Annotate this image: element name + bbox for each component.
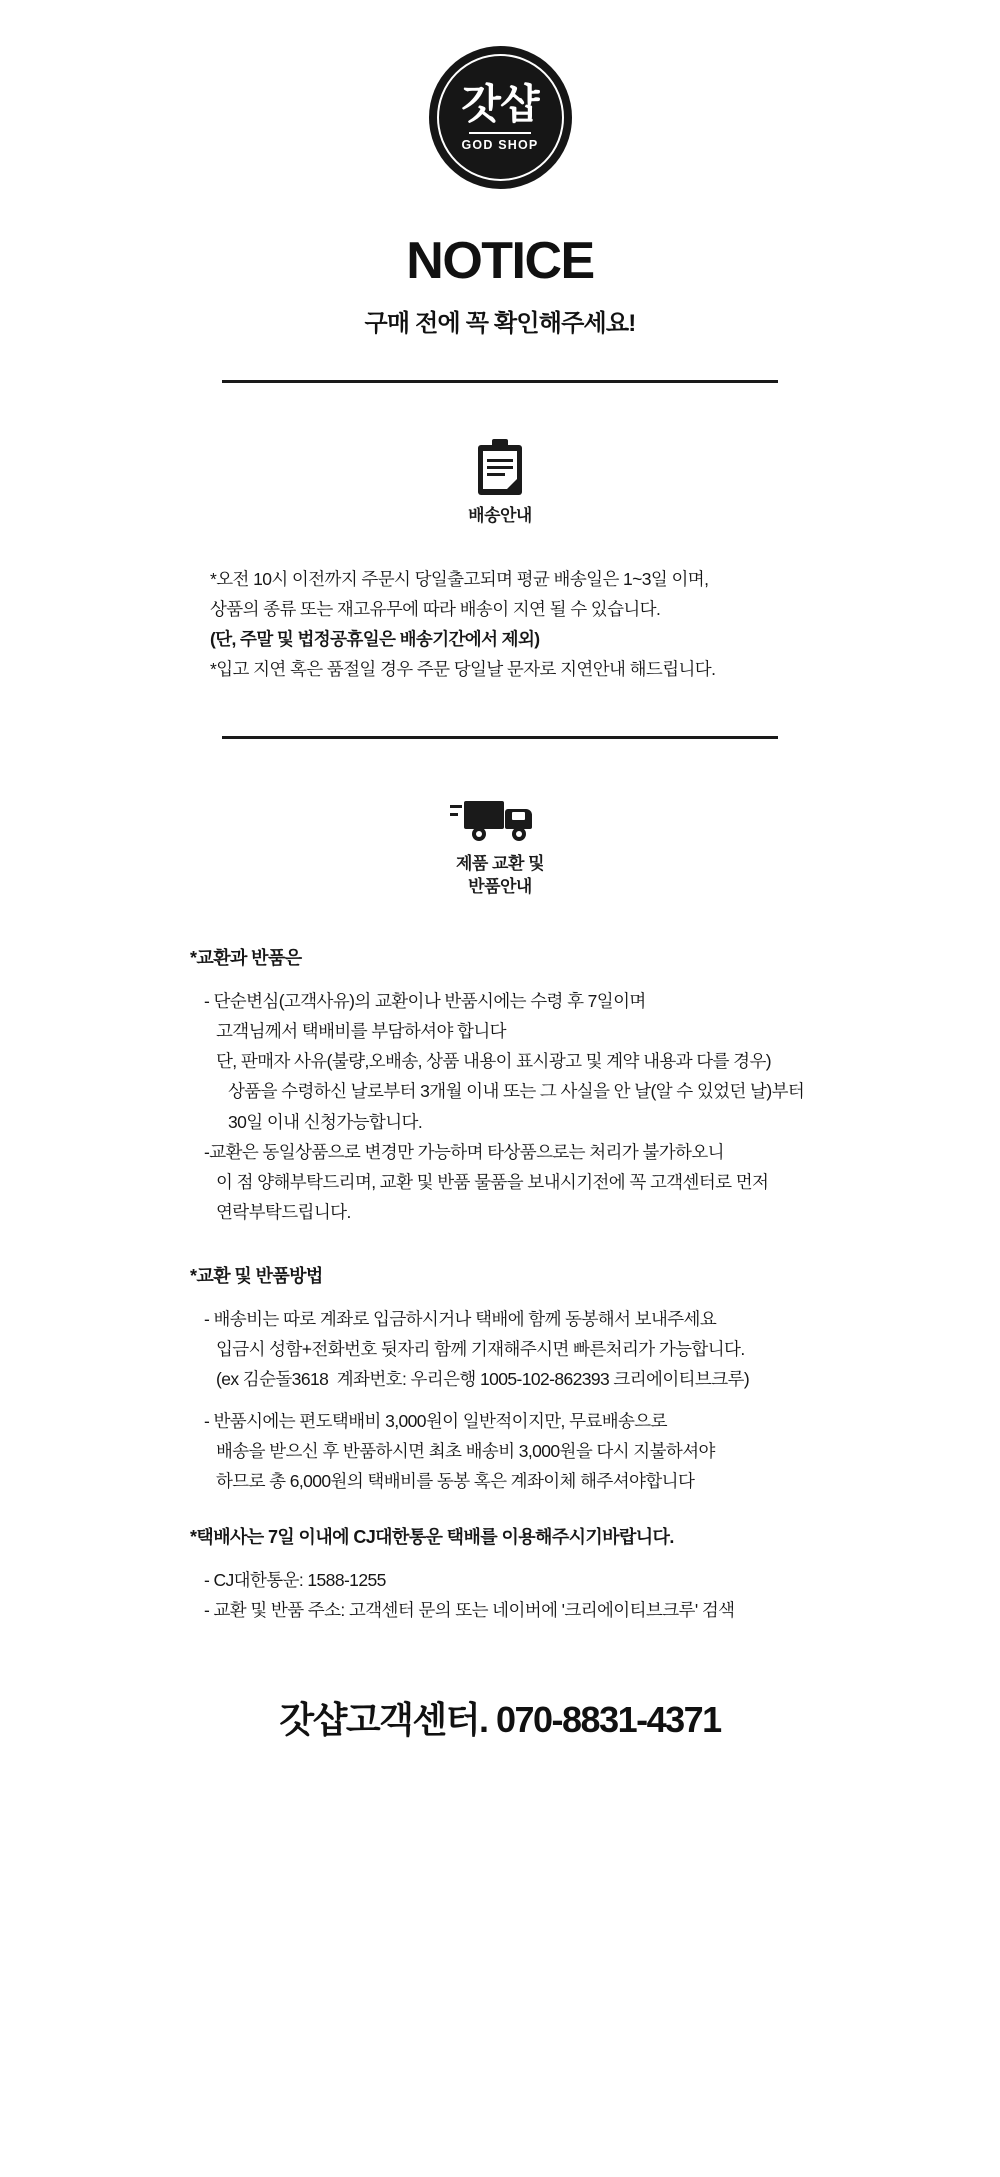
logo-sub-text: GOD SHOP [461,137,539,152]
customer-center-footer: 갓샵고객센터. 070-8831-4371 [279,1698,721,1740]
policy-line-2: 고객님께서 택배비를 부담하셔야 합니다 [216,1021,506,1042]
page-title: NOTICE [406,232,594,290]
clipboard-icon [478,439,522,495]
page-subtitle: 구매 전에 꼭 확인해주세요! [364,310,636,337]
brand-logo-wrapper [0,0,1000,189]
policy-heading: *교환과 반품은 [190,948,302,969]
courier-line-2: - 교환 및 반품 주소: 고객센터 문의 또는 네이버에 '크리에이티브크루' 검색 [204,1600,735,1621]
shipping-text-block [210,564,790,684]
exchange-section-header [0,795,1000,899]
method-heading: *교환 및 반품방법 [190,1265,323,1286]
policy-line-4: 상품을 수령하신 날로부터 3개월 이내 또는 그 사실을 안 날(알 수 있었던 날)부터 [228,1081,805,1102]
method-line-4: - 반품시에는 편도택배비 3,000원이 일반적이지만, 무료배송으로 [204,1411,667,1432]
policy-line-6: -교환은 동일상품으로 변경만 가능하며 타상품으로는 처리가 불가하오니 [204,1141,724,1162]
exchange-caption-line1: 제품 교환 및 [455,854,545,874]
shipping-line-3: (단, 주말 및 법정공휴일은 배송기간에서 제외) [210,629,540,650]
policy-line-5: 30일 이내 신청가능합니다. [228,1111,423,1132]
divider-top [222,380,778,383]
policy-line-1: - 단순변심(고객사유)의 교환이나 반품시에는 수령 후 7일이며 [204,991,646,1012]
policy-line-8: 연락부탁드립니다. [216,1201,351,1222]
policy-line-3: 단, 판매자 사유(불량,오배송, 상품 내용이 표시광고 및 계약 내용과 다를 경우) [216,1051,772,1072]
method-line-1: - 배송비는 따로 계좌로 입금하시거나 택배에 함께 동봉해서 보내주세요 [204,1308,717,1329]
exchange-caption-line2: 반품안내 [468,877,532,897]
courier-heading: *택배사는 7일 이내에 CJ대한통운 택배를 이용해주시기바랍니다. [190,1527,674,1548]
courier-line-1: - CJ대한통운: 1588-1255 [204,1570,386,1591]
method-line-3: (ex 김순돌3618 계좌번호: 우리은행 1005-102-862393 크리에이티브크루) [216,1369,750,1390]
logo-main-text: 갓샵 [461,80,539,127]
shipping-section-header [0,439,1000,528]
method-line-6: 하므로 총 6,000원의 택배비를 동봉 혹은 계좌이체 해주셔야합니다 [216,1471,695,1492]
delivery-truck-icon [464,795,536,843]
exchange-caption [456,853,544,899]
shipping-line-2: 상품의 종류 또는 재고유무에 따라 배송이 지연 될 수 있습니다. [210,599,661,620]
exchange-text-block [190,943,810,1625]
god-shop-logo-icon [429,46,572,189]
method-line-2: 입금시 성함+전화번호 뒷자리 함께 기재해주시면 빠른처리가 가능합니다. [216,1338,745,1359]
method-line-5: 배송을 받으신 후 반품하시면 최초 배송비 3,000원을 다시 지불하셔야 [216,1441,715,1462]
shipping-caption: 배송안내 [468,506,532,525]
shipping-line-1: *오전 10시 이전까지 주문시 당일출고되며 평균 배송일은 1~3일 이며, [210,568,709,589]
logo-divider [469,132,531,134]
shipping-line-4: *입고 지연 혹은 품절일 경우 주문 당일날 문자로 지연안내 해드립니다. [210,659,716,680]
policy-line-7: 이 점 양해부탁드리며, 교환 및 반품 물품을 보내시기전에 꼭 고객센터로 먼저 [216,1171,769,1192]
divider-middle [222,736,778,739]
